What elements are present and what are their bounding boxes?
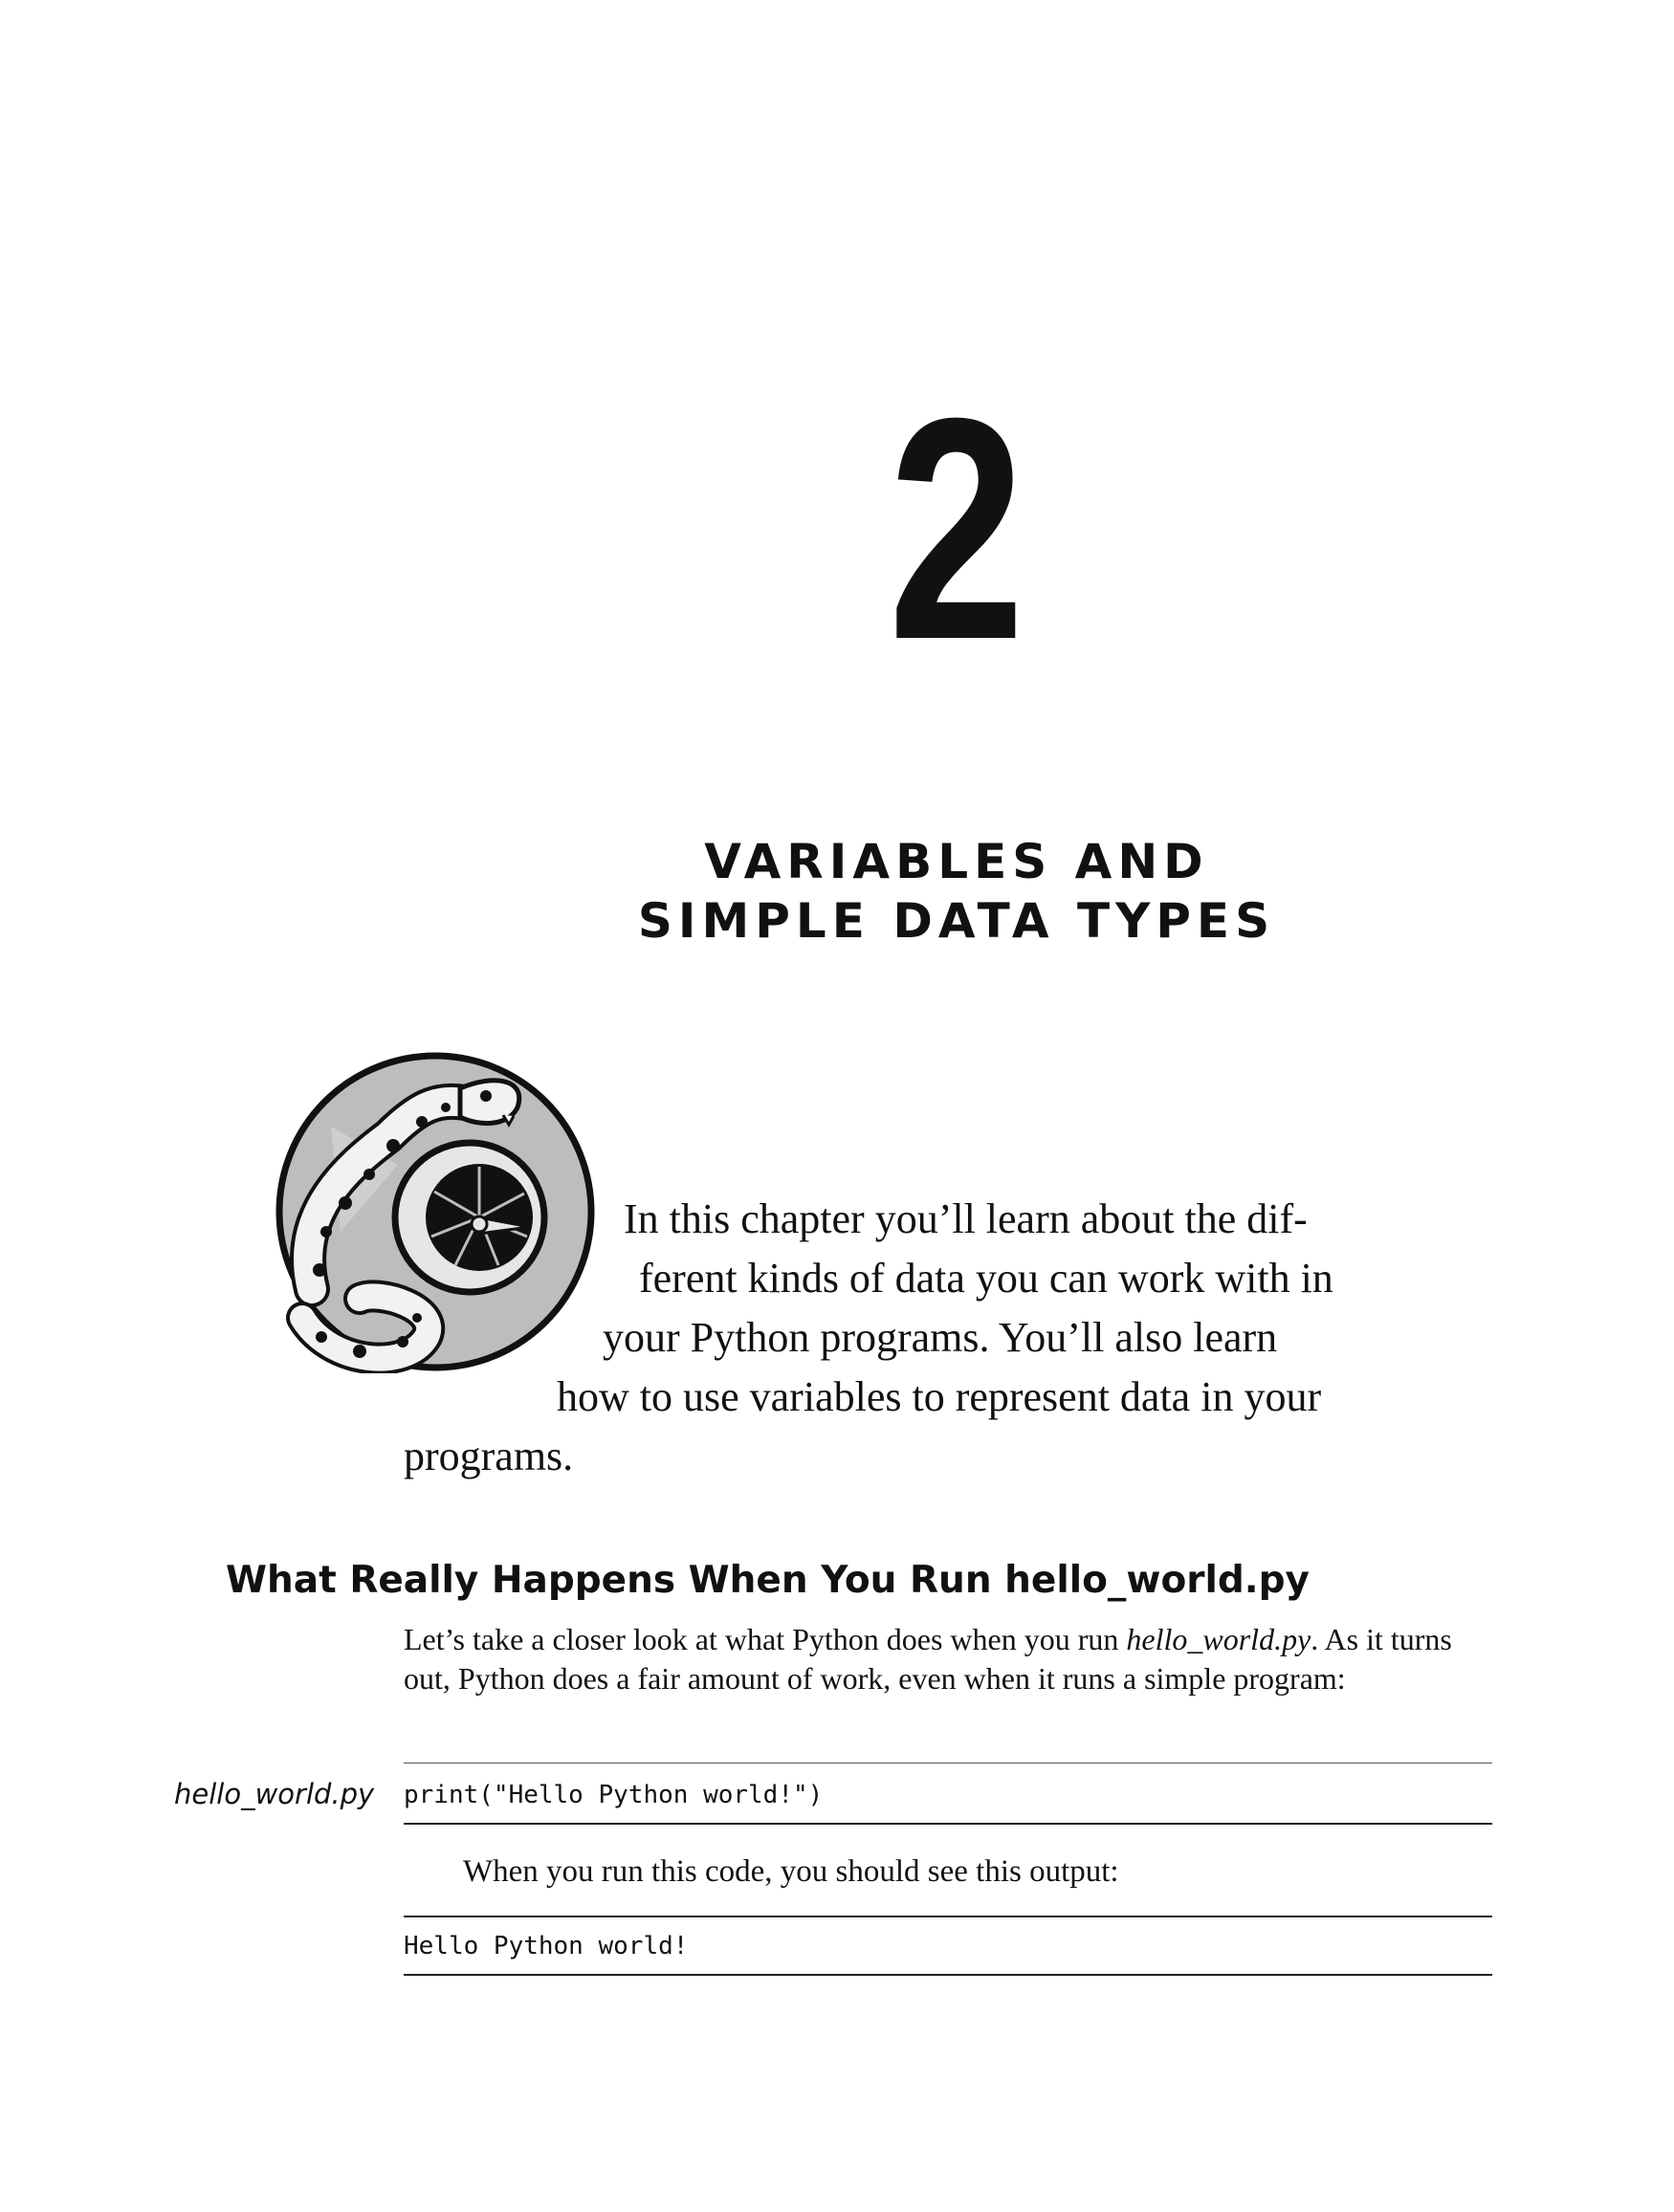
margin-filename: hello_world.py <box>174 1778 375 1810</box>
intro-line-1: In this chapter you’ll learn about the dif- <box>624 1195 1308 1242</box>
intro-line-5: programs. <box>404 1433 574 1479</box>
code-listing: print("Hello Python world!") <box>404 1781 824 1809</box>
output-bottom-rule <box>404 1974 1492 1976</box>
output-intro-text: When you run this code, you should see this output: <box>463 1854 1119 1889</box>
inline-filename: hello_world.py <box>1126 1622 1311 1656</box>
chapter-number: 2 <box>888 352 1025 705</box>
chapter-title <box>574 832 1339 951</box>
intro-line-2: ferent kinds of data you can work with in <box>639 1255 1333 1302</box>
python-snake-jet-engine-icon <box>274 1050 597 1373</box>
body-text-start: Let’s take a closer look at what Python does when you run <box>404 1622 1127 1656</box>
chapter-title-line-2: SIMPLE DATA TYPES <box>637 893 1276 949</box>
output-top-rule <box>404 1916 1492 1917</box>
intro-line-3: your Python programs. You’ll also learn <box>603 1314 1278 1361</box>
code-bottom-rule <box>404 1823 1492 1825</box>
chapter-title-line-1: VARIABLES AND <box>704 834 1209 889</box>
body-text-end: . As it turns out, Python does a fair amount of work, even when it runs a simple program: <box>404 1622 1452 1696</box>
body-paragraph <box>404 1620 1494 1698</box>
output-listing: Hello Python world! <box>404 1932 689 1960</box>
section-heading: What Really Happens When You Run hello_world.py <box>226 1559 1310 1602</box>
intro-line-4: how to use variables to represent data in your <box>557 1373 1322 1420</box>
